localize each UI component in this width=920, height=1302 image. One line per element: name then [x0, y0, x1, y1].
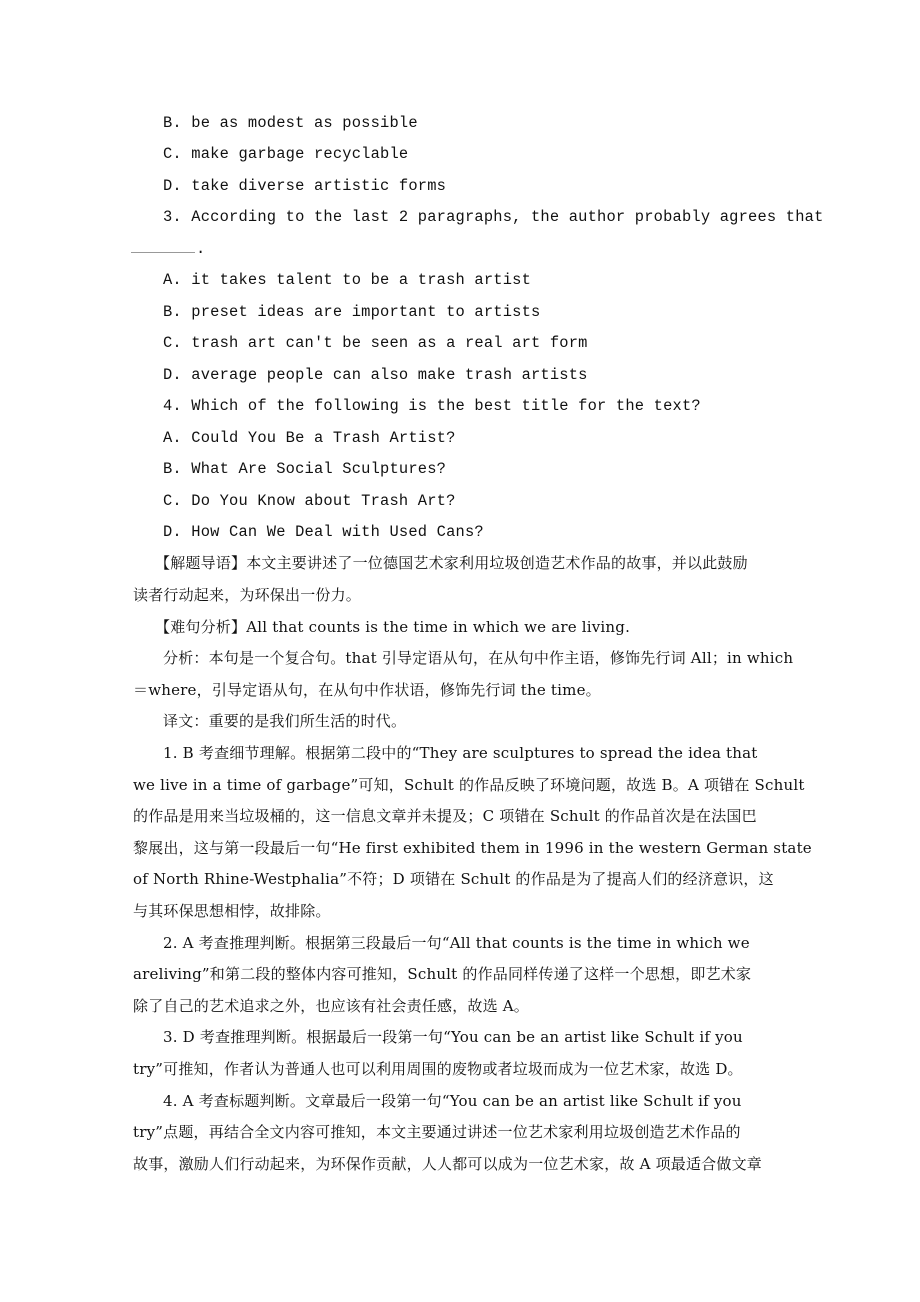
answer-4-line2: try”点题，再结合全文内容可推知，本文主要通过讲述一位艺术家利用垃圾创造艺术作品的	[133, 1123, 741, 1141]
q4-stem: 4. Which of the following is the best title for the text?	[163, 397, 701, 415]
difficult-sentence-title: 【难句分析】All that counts is the time in which we are living.	[155, 618, 631, 636]
q4-option-b: B. What Are Social Sculptures?	[163, 460, 447, 478]
q3-blank-line	[131, 239, 205, 259]
answer-1-line4: 黎展出，这与第一段最后一句“He first exhibited them in 1996 in the western German state	[133, 839, 812, 857]
answer-blank	[131, 240, 195, 253]
translation: 译文：重要的是我们所生活的时代。	[163, 712, 407, 730]
answer-2-line2: areliving”和第二段的整体内容可推知，Schult 的作品同样传递了这样一个思想，即艺术家	[133, 965, 752, 983]
answer-2-line3: 除了自己的艺术追求之外，也应该有社会责任感，故选 A。	[133, 997, 530, 1015]
answer-1-line2: we live in a time of garbage”可知，Schult 的作品反映了环境问题，故选 B。A 项错在 Schult	[133, 776, 805, 794]
analysis-line1: 分析：本句是一个复合句。that 引导定语从句，在从句中作主语，修饰先行词 All；in which	[163, 649, 794, 667]
answer-1-line5: of North Rhine-Westphalia”不符；D 项错在 Schult 的作品是为了提高人们的经济意识，这	[133, 870, 774, 888]
q4-option-a: A. Could You Be a Trash Artist?	[163, 429, 456, 447]
answer-2-line1: 2. A 考查推理判断。根据第三段最后一句“All that counts is the time in which we	[163, 934, 750, 952]
guide-paragraph-line1: 【解题导语】本文主要讲述了一位德国艺术家利用垃圾创造艺术作品的故事，并以此鼓励	[155, 554, 748, 572]
q3-option-a: A. it takes talent to be a trash artist	[163, 271, 531, 289]
q4-option-c: C. Do You Know about Trash Art?	[163, 492, 456, 510]
analysis-line2: ＝where，引导定语从句，在从句中作状语，修饰先行词 the time。	[133, 681, 601, 699]
q2-option-b: B. be as modest as possible	[163, 114, 418, 132]
q2-option-c: C. make garbage recyclable	[163, 145, 409, 163]
answer-1-line3: 的作品是用来当垃圾桶的，这一信息文章并未提及；C 项错在 Schult 的作品首次是在法国巴	[133, 807, 757, 825]
q3-option-b: B. preset ideas are important to artists	[163, 303, 541, 321]
answer-3-line2: try”可推知，作者认为普通人也可以利用周围的废物或者垃圾而成为一位艺术家，故选 D。	[133, 1060, 743, 1078]
answer-1-line6: 与其环保思想相悖，故排除。	[133, 902, 331, 920]
answer-1-line1: 1. B 考查细节理解。根据第二段中的“They are sculptures to spread the idea that	[163, 744, 758, 762]
q4-option-d: D. How Can We Deal with Used Cans?	[163, 523, 484, 541]
q3-blank-period: .	[196, 240, 206, 258]
q2-option-d: D. take diverse artistic forms	[163, 177, 447, 195]
guide-paragraph-line2: 读者行动起来，为环保出一份力。	[133, 586, 362, 604]
q3-option-d: D. average people can also make trash artists	[163, 366, 588, 384]
answer-3-line1: 3. D 考查推理判断。根据最后一段第一句“You can be an artist like Schult if you	[163, 1028, 743, 1046]
q3-stem: 3. According to the last 2 paragraphs, the author probably agrees that	[163, 208, 824, 226]
answer-4-line1: 4. A 考查标题判断。文章最后一段第一句“You can be an artist like Schult if you	[163, 1092, 742, 1110]
q3-option-c: C. trash art can't be seen as a real art form	[163, 334, 588, 352]
answer-4-line3: 故事，激励人们行动起来，为环保作贡献，人人都可以成为一位艺术家，故 A 项最适合做文章	[133, 1155, 762, 1173]
